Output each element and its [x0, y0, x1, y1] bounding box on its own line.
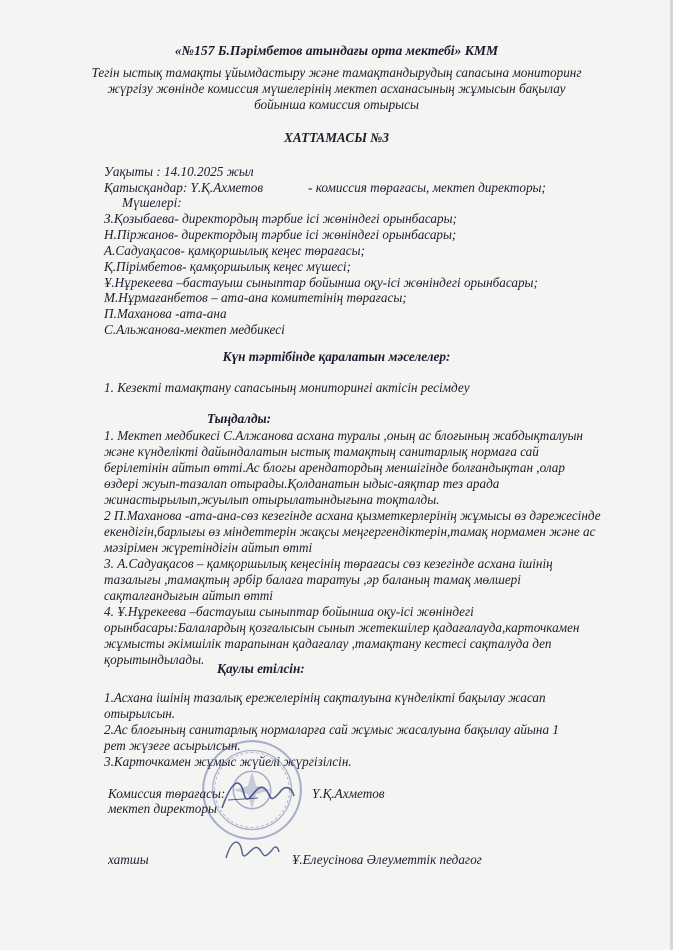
- decision-line: отырылсын.: [104, 706, 176, 721]
- chair-name: Ү.Қ.Ахметов: [312, 786, 385, 801]
- heard-line: өздері жуып-тазалап отырады.Қолданатын ыдыс-аяқтар тез арада: [104, 476, 500, 491]
- member-line: З.Қозыбаева- директордың тәрбие ісі жөніндегі орынбасары;: [104, 211, 457, 226]
- heard-line: орынбасары:Балалардың қозғалысын сынып жетекшілер қадағалауда,карточкамен: [104, 620, 580, 635]
- agenda-item: 1. Кезекті тамақтану сапасының мониторингі актісін ресімдеу: [104, 380, 470, 395]
- subtitle-line-2: жүргізу жөнінде комиссия мүшелерінің мектеп асханасының жұмысын бақылау: [107, 81, 566, 96]
- org-name: «№157 Б.Пәрімбетов атындағы орта мектебі» КММ: [174, 43, 499, 58]
- subtitle-line-1: Тегін ыстық тамақты ұйымдастыру және тамақтандырудың сапасына мониторинг: [91, 65, 582, 80]
- member-line: Ұ.Нұрекеева –бастауыш сыныптар бойынша оқу-ісі жөніндегі орынбасары;: [104, 275, 538, 290]
- heard-heading: Тыңдалды:: [207, 411, 272, 426]
- heard-line: берілетінін айтып өтті.Ас блогы арендатордың меншігінде болғандықтан ,олар: [104, 460, 565, 475]
- heard-line: сақталғандығын айтып өтті: [104, 588, 273, 603]
- decision-line: 3.Карточкамен жұмыс жүйелі жүргізілсін.: [104, 754, 352, 769]
- chair-label: Комиссия төрағасы:: [108, 786, 226, 801]
- heard-line: қорытындылады.: [104, 652, 205, 667]
- subtitle-line-3: бойынша комиссия отырысы: [254, 97, 419, 112]
- participants-role: - комиссия төрағасы, мектеп директоры;: [308, 180, 546, 195]
- heard-line: 1. Мектеп медбикесі С.Алжанова асхана туралы ,оның ас блоғының жабдықталуын: [104, 428, 583, 443]
- member-line: А.Садуақасов- қамқоршылық кеңес төрағасы;: [104, 243, 365, 258]
- director-label: мектеп директоры: [108, 801, 217, 816]
- heard-line: тазалығы ,тамақтың әрбір балаға таратуы ,әр баланың тамақ мөлшері: [104, 572, 521, 587]
- member-line: П.Маханова -ата-ана: [104, 306, 227, 321]
- heard-line: мәзірімен жүретіндігін айтып өтті: [104, 540, 313, 555]
- member-line: С.Альжанова-мектеп медбикесі: [104, 322, 285, 337]
- decision-heading: Қаулы етілсін:: [217, 661, 305, 676]
- decision-line: рет жүзеге асырылсын.: [104, 738, 241, 753]
- heard-line: 4. Ұ.Нұрекеева –бастауыш сыныптар бойынша оқу-ісі жөніндегі: [104, 604, 474, 619]
- members-label: Мүшелері:: [122, 195, 182, 210]
- member-line: М.Нұрмағанбетов – ата-ана комитетінің төрағасы;: [104, 290, 407, 305]
- meeting-time: Уақыты : 14.10.2025 жыл: [104, 164, 254, 179]
- decision-line: 1.Асхана ішінің тазалық ережелерінің сақталуына күнделікті бақылау жасап: [104, 690, 546, 705]
- member-line: Н.Піржанов- директордың тәрбие ісі жөніндегі орынбасары;: [104, 227, 457, 242]
- secretary-signature: [222, 830, 282, 870]
- agenda-heading: Күн тәртібінде қаралатын мәселелер:: [222, 349, 451, 364]
- heard-line: екендігін,барлығы өз міндеттерін жақсы меңгергендіктерін,тамақ нормамен және ас: [104, 524, 596, 539]
- heard-line: 2 П.Маханова -ата-ана-сөз кезегінде асхана қызметкерлерінің жұмысы өз дәрежесінде: [104, 508, 601, 523]
- secretary-name: Ұ.Елеусінова Әлеуметтік педагог: [292, 852, 482, 867]
- participants-label: Қатысқандар: Ү.Қ.Ахметов: [104, 180, 264, 195]
- secretary-label: хатшы: [108, 852, 149, 867]
- heard-line: және күнделікті дайындалатын ыстық тамақтың санитарлық нормаға сай: [104, 444, 539, 459]
- heard-line: 3. А.Садуақасов – қамқоршылық кеңесінің төрағасы сөз кезегінде асхана ішінің: [104, 556, 553, 571]
- heard-line: жұмысты әкімшілік тарапынан қадағалау ,тамақтану кестесі сақталуда деп: [104, 636, 552, 651]
- heard-line: жинастырылып,жуылып отырылатындығына тоқталды.: [104, 492, 440, 507]
- member-line: Қ.Пірімбетов- қамқоршылық кеңес мүшесі;: [104, 259, 351, 274]
- chair-signature: [218, 770, 298, 820]
- decision-line: 2.Ас блоғының санитарлық нормаларға сай жұмыс жасалуына бақылау айына 1: [104, 722, 559, 737]
- document-title: ХАТТАМАСЫ №3: [284, 130, 389, 145]
